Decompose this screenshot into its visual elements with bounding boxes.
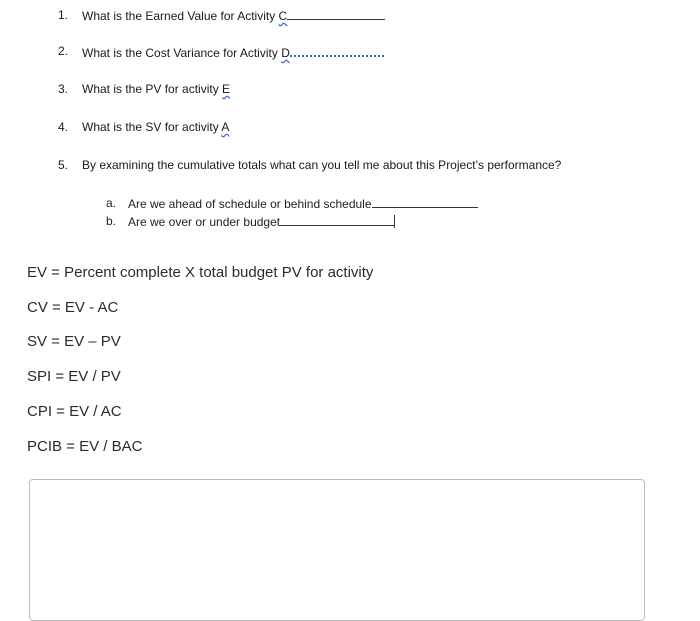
question-number: 4.: [58, 120, 69, 134]
sub-question-text: Are we over or under budget: [128, 214, 395, 229]
formula-cpi: CPI = EV / AC: [27, 403, 122, 420]
activity-letter: E: [222, 82, 231, 96]
sub-question-letter: b.: [106, 214, 117, 228]
activity-letter: A: [221, 120, 230, 134]
sub-question-text: Are we ahead of schedule or behind schedule: [128, 196, 478, 211]
formula-pcib: PCIB = EV / BAC: [27, 438, 143, 455]
sub-question-letter: a.: [106, 196, 117, 210]
formula-spi: SPI = EV / PV: [27, 368, 121, 385]
question-text: By examining the cumulative totals what can you tell me about this Project’s performance?: [82, 158, 562, 172]
question-number: 5.: [58, 158, 69, 172]
question-text: What is the SV for activity A: [82, 120, 230, 134]
formula-ev: EV = Percent complete X total budget PV for activity: [27, 264, 374, 281]
answer-blank[interactable]: [290, 44, 384, 57]
question-number: 1.: [58, 8, 69, 22]
text-cursor: [394, 215, 395, 228]
activity-letter: D: [281, 46, 290, 60]
question-number: 3.: [58, 82, 69, 96]
formula-cv: CV = EV - AC: [27, 299, 119, 316]
answer-text-area[interactable]: [29, 479, 645, 621]
question-number: 2.: [58, 44, 69, 58]
answer-blank[interactable]: [287, 8, 385, 20]
answer-blank[interactable]: [280, 214, 394, 226]
activity-letter: C: [278, 9, 288, 23]
question-text: What is the Cost Variance for Activity D: [82, 44, 384, 60]
formula-sv: SV = EV – PV: [27, 333, 121, 350]
answer-blank[interactable]: [372, 196, 478, 208]
question-text: What is the PV for activity E: [82, 82, 231, 96]
question-text: What is the Earned Value for Activity C: [82, 8, 385, 23]
